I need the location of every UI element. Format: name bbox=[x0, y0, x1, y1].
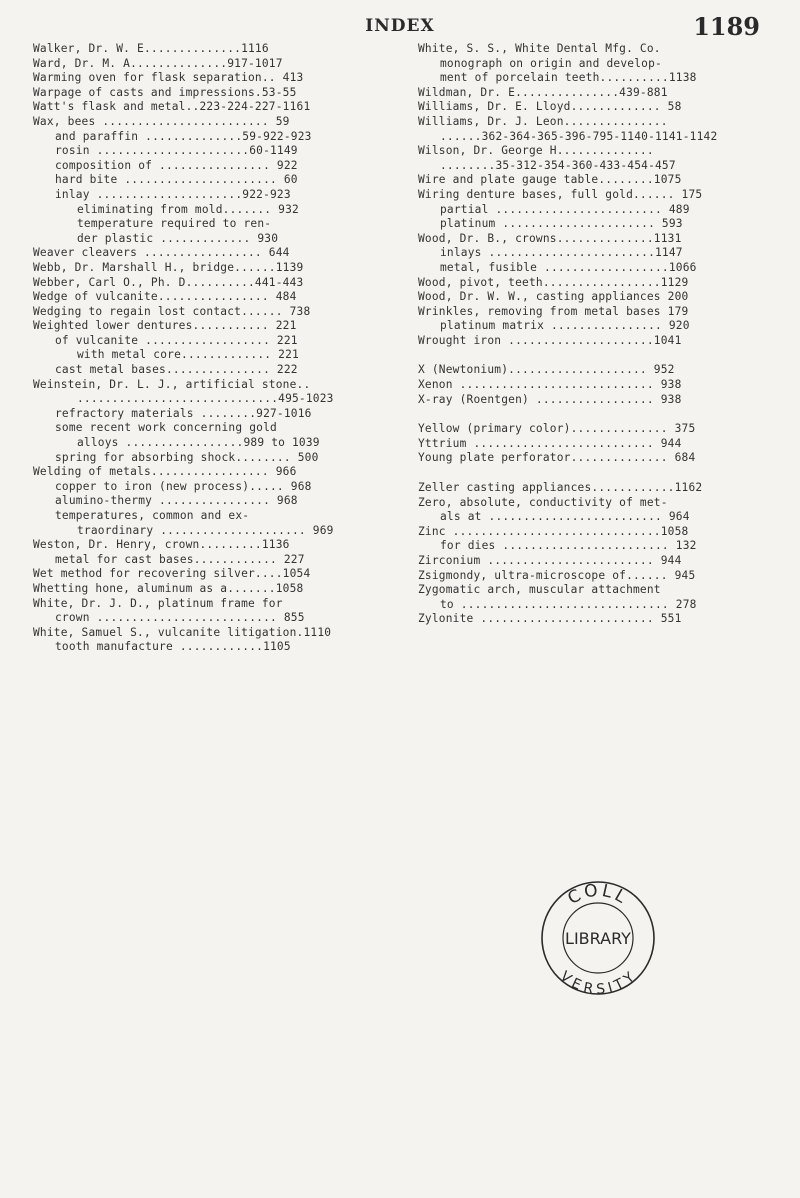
index-entry: platinum ...................... 593 bbox=[440, 217, 683, 231]
index-entry: some recent work concerning gold bbox=[55, 421, 277, 435]
index-entry: and paraffin ..............59-922-923 bbox=[55, 129, 312, 143]
index-entry: of vulcanite .................. 221 bbox=[55, 333, 298, 347]
index-column-right bbox=[418, 42, 778, 627]
index-entry: der plastic ............. 930 bbox=[77, 231, 279, 245]
index-entry: alumino-thermy ................ 968 bbox=[55, 494, 298, 508]
index-entry: Warming oven for flask separation.. 413 bbox=[33, 71, 304, 85]
index-entry: Yttrium .......................... 944 bbox=[418, 436, 682, 450]
index-entry: with metal core............. 221 bbox=[77, 348, 299, 362]
index-entry: X (Newtonium).................... 952 bbox=[418, 363, 675, 377]
index-entry: als at ......................... 964 bbox=[440, 510, 690, 524]
index-entry: Wiring denture bases, full gold...... 175 bbox=[418, 187, 703, 201]
index-entry: Wedge of vulcanite................ 484 bbox=[33, 290, 297, 304]
index-entry: Whetting hone, aluminum as a.......1058 bbox=[33, 581, 304, 595]
index-entry: temperatures, common and ex- bbox=[55, 509, 250, 522]
index-entry: copper to iron (new process)..... 968 bbox=[55, 479, 312, 493]
index-entry: Watt's flask and metal..223-224-227-1161 bbox=[33, 100, 311, 114]
page-title: INDEX bbox=[365, 16, 435, 36]
index-entry: Walker, Dr. W. E..............1116 bbox=[33, 42, 269, 55]
index-entry: Wax, bees ........................ 59 bbox=[33, 114, 290, 128]
index-entry: inlay .....................922-923 bbox=[55, 187, 291, 201]
index-entry: Webb, Dr. Marshall H., bridge......1139 bbox=[33, 260, 304, 274]
index-entry: spring for absorbing shock........ 500 bbox=[55, 450, 319, 464]
index-entry: Wet method for recovering silver....1054 bbox=[33, 567, 311, 581]
page-header bbox=[0, 12, 800, 42]
index-entry: Yellow (primary color).............. 375 bbox=[418, 422, 696, 436]
index-entry: Wrinkles, removing from metal bases 179 bbox=[418, 304, 689, 318]
index-entry: traordinary ..................... 969 bbox=[77, 523, 334, 537]
index-entry: White, Samuel S., vulcanite litigation.1110 bbox=[33, 625, 332, 639]
index-entry: Zeller casting appliances............1162 bbox=[418, 481, 703, 495]
index-entry: ........35-312-354-360-433-454-457 bbox=[440, 158, 676, 172]
index-entry: Zsigmondy, ultra-microscope of...... 945 bbox=[418, 568, 696, 582]
stamp-top-text: COLL bbox=[564, 880, 632, 910]
index-entry: metal for cast bases............ 227 bbox=[55, 552, 305, 566]
index-entry: Wrought iron .....................1041 bbox=[418, 333, 682, 347]
index-entry: tooth manufacture ............1105 bbox=[55, 640, 291, 654]
index-entry: inlays ........................1147 bbox=[440, 246, 683, 260]
index-entry: Weighted lower dentures........... 221 bbox=[33, 319, 297, 333]
index-entry: Wedging to regain lost contact...... 738 bbox=[33, 304, 311, 318]
index-entry: to .............................. 278 bbox=[440, 597, 697, 611]
index-entry: Wood, Dr. B., crowns..............1131 bbox=[418, 231, 682, 245]
index-entry: Welding of metals................. 966 bbox=[33, 465, 297, 479]
index-entry: Weinstein, Dr. L. J., artificial stone.. bbox=[33, 377, 311, 391]
index-entry: Wildman, Dr. E...............439-881 bbox=[418, 85, 668, 99]
index-entry: eliminating from mold....... 932 bbox=[77, 202, 299, 216]
index-entry: crown .......................... 855 bbox=[55, 611, 305, 625]
index-entry: Wood, Dr. W. W., casting appliances 200 bbox=[418, 290, 689, 304]
index-entry: Weston, Dr. Henry, crown.........1136 bbox=[33, 538, 290, 552]
index-entry: partial ........................ 489 bbox=[440, 202, 690, 216]
library-stamp bbox=[538, 878, 658, 998]
index-entry: monograph on origin and develop- bbox=[440, 56, 662, 70]
index-entry: metal, fusible ..................1066 bbox=[440, 260, 697, 274]
index-entry: .............................495-1023 bbox=[77, 392, 334, 406]
index-entry: Ward, Dr. M. A..............917-1017 bbox=[33, 56, 283, 70]
index-entry: Xenon ............................ 938 bbox=[418, 378, 682, 392]
index-entry: hard bite ...................... 60 bbox=[55, 173, 298, 187]
index-column-left bbox=[33, 42, 393, 655]
index-entry: Young plate perforator.............. 684 bbox=[418, 451, 696, 465]
index-entry: Wood, pivot, teeth.................1129 bbox=[418, 275, 689, 289]
index-entry: rosin ......................60-1149 bbox=[55, 144, 298, 158]
page-number: 1189 bbox=[693, 12, 760, 41]
index-entry: for dies ........................ 132 bbox=[440, 539, 697, 553]
index-entry: Weaver cleavers ................. 644 bbox=[33, 246, 290, 260]
index-entry: Williams, Dr. J. Leon............... bbox=[418, 114, 668, 128]
index-entry: composition of ................ 922 bbox=[55, 158, 298, 172]
index-entry: cast metal bases............... 222 bbox=[55, 363, 298, 377]
index-section-gap bbox=[418, 348, 778, 363]
index-entry: ment of porcelain teeth..........1138 bbox=[440, 71, 697, 85]
index-entry: refractory materials ........927-1016 bbox=[55, 406, 312, 420]
index-entry: Zylonite ......................... 551 bbox=[418, 612, 682, 626]
index-entry: Wilson, Dr. George H.............. bbox=[418, 144, 654, 158]
index-section-gap bbox=[418, 407, 778, 422]
index-entry: alloys .................989 to 1039 bbox=[77, 436, 320, 450]
index-entry: platinum matrix ................ 920 bbox=[440, 319, 690, 333]
index-entry: X-ray (Roentgen) ................. 938 bbox=[418, 392, 682, 406]
index-entry: Williams, Dr. E. Lloyd............. 58 bbox=[418, 100, 682, 114]
index-entry: Zinc ..............................1058 bbox=[418, 524, 689, 538]
index-entry: Wire and plate gauge table........1075 bbox=[418, 173, 682, 187]
index-section-gap bbox=[418, 466, 778, 481]
index-entry: Zero, absolute, conductivity of met- bbox=[418, 495, 668, 509]
index-entry: White, Dr. J. D., platinum frame for bbox=[33, 596, 283, 610]
index-entry: temperature required to ren- bbox=[77, 217, 272, 231]
index-entry: ......362-364-365-396-795-1140-1141-1142 bbox=[440, 129, 718, 143]
index-entry: Zirconium ........................ 944 bbox=[418, 554, 682, 567]
index-entry: Warpage of casts and impressions.53-55 bbox=[33, 85, 297, 99]
index-entry: Zygomatic arch, muscular attachment bbox=[418, 583, 661, 597]
index-entry: White, S. S., White Dental Mfg. Co. bbox=[418, 42, 661, 55]
index-entry: Webber, Carl O., Ph. D..........441-443 bbox=[33, 275, 304, 289]
stamp-middle-text: LIBRARY bbox=[565, 929, 631, 948]
stamp-bottom-text: VERSITY bbox=[556, 968, 640, 998]
